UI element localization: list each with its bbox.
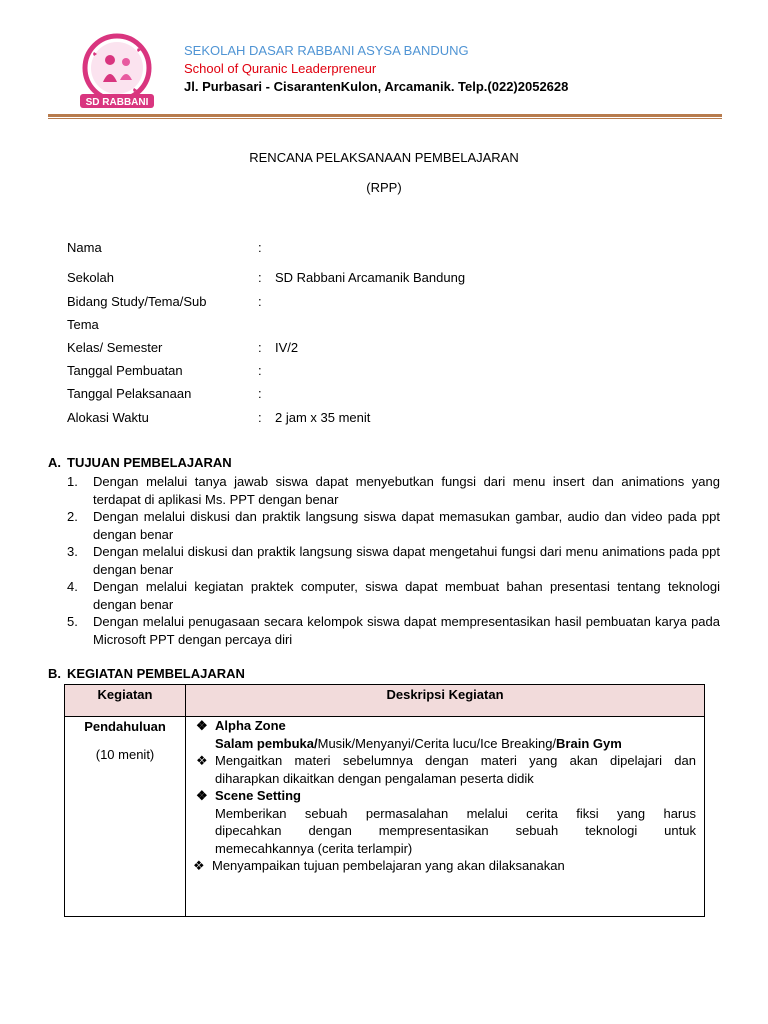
identity-label: Tanggal Pelaksanaan — [67, 386, 192, 401]
scene-line: Memberikan sebuah permasalahan melalui cerita fiksi yang harus — [215, 805, 696, 821]
identity-label: Tanggal Pembuatan — [67, 363, 183, 378]
table-header-row — [65, 685, 705, 717]
identity-label: Kelas/ Semester — [67, 340, 163, 355]
section-letter: A. — [48, 455, 61, 470]
logo-text: SD RABBANI — [85, 97, 149, 108]
header-rule-thick — [48, 114, 722, 117]
scene-setting-item — [196, 787, 696, 805]
identity-label: Tema — [67, 317, 99, 332]
identity-label: Alokasi Waktu — [67, 410, 149, 425]
scene-line: dipecahkan dengan mempresentasikan sebuah teknologi untuk — [215, 823, 696, 838]
document-title: RENCANA PELAKSANAAN PEMBELAJARAN — [249, 150, 519, 165]
identity-colon: : — [258, 340, 262, 355]
objective-text: Dengan melalui diskusi dan praktik langsung siswa dapat memasukan gambar, audio dan video pada ppt dengan benar — [93, 509, 720, 542]
salam-bold: Salam pembuka/ — [215, 735, 318, 751]
identity-value: 2 jam x 35 menit — [275, 410, 371, 425]
identity-label: Bidang Study/Tema/Sub — [67, 294, 207, 309]
brain-gym: Brain Gym — [556, 735, 622, 751]
diamond-bullet-icon: ❖ — [193, 858, 205, 873]
identity-colon: : — [258, 240, 262, 255]
phase-duration: (10 menit) — [95, 747, 155, 762]
scene-description — [196, 805, 696, 858]
phase-cell — [65, 717, 186, 917]
diamond-bullet-icon: ❖ — [196, 788, 208, 803]
objective-number: 1. — [67, 474, 78, 489]
mengaitkan-line: Mengaitkan materi sebelumnya dengan materi yang akan dipelajari dan — [215, 753, 696, 768]
header-rule-thin — [48, 118, 722, 119]
objective-number: 4. — [67, 579, 78, 594]
mengaitkan-line: diharapkan dikaitkan dengan pengalaman peserta didik — [215, 770, 534, 786]
objective-number: 5. — [67, 614, 78, 629]
objective-text: Dengan melalui kegiatan praktek computer, siswa dapat membuat bahan presentasi tentang teknologi dengan benar — [93, 579, 720, 612]
identity-value: SD Rabbani Arcamanik Bandung — [275, 270, 466, 285]
tujuan-item — [193, 857, 696, 875]
objective-text: Dengan melalui tanya jawab siswa dapat menyebutkan fungsi dari menu insert dan animations yang terdapat di aplikasi Ms. PPT dengan benar — [93, 474, 720, 507]
objective-item — [67, 508, 720, 543]
salam-rest: Musik/Menyanyi/Cerita lucu/Ice Breaking/ — [317, 735, 557, 751]
objective-item — [67, 473, 720, 508]
section-title: TUJUAN PEMBELAJARAN — [67, 455, 232, 470]
salam-line — [196, 735, 696, 753]
section-a-heading — [48, 455, 232, 470]
phase-name: Pendahuluan — [84, 719, 166, 734]
identity-colon: : — [258, 386, 262, 401]
school-name: SEKOLAH DASAR RABBANI ASYSA BANDUNG — [184, 43, 469, 58]
objective-item — [67, 543, 720, 578]
tujuan-text: Menyampaikan tujuan pembelajaran yang akan dilaksanakan — [212, 858, 565, 873]
diamond-bullet-icon: ❖ — [196, 753, 208, 768]
document-subtitle: (RPP) — [366, 180, 402, 195]
description-cell — [186, 717, 705, 917]
section-b-heading — [48, 666, 245, 681]
objective-item — [67, 578, 720, 613]
objective-text: Dengan melalui penugasaan secara kelompok siswa dapat mempresentasikan hasil pembuatan karya pada Microsoft PPT dengan percaya diri — [93, 614, 720, 647]
section-title: KEGIATAN PEMBELAJARAN — [67, 666, 245, 681]
identity-label: Sekolah — [67, 270, 114, 285]
table-row — [65, 717, 705, 917]
identity-label: Nama — [67, 240, 102, 255]
scene-line: memecahkannya (cerita terlampir) — [215, 840, 413, 856]
column-header-kegiatan: Kegiatan — [65, 685, 186, 717]
activity-table — [64, 684, 705, 917]
identity-colon: : — [258, 363, 262, 378]
school-address: Jl. Purbasari - CisarantenKulon, Arcamanik. Telp.(022)2052628 — [184, 79, 569, 94]
column-header-deskripsi: Deskripsi Kegiatan — [186, 685, 705, 717]
identity-colon: : — [258, 270, 262, 285]
school-logo — [76, 32, 158, 114]
identity-colon: : — [258, 410, 262, 425]
section-letter: B. — [48, 666, 61, 681]
mengaitkan-item — [196, 752, 696, 787]
objective-number: 3. — [67, 544, 78, 559]
objective-number: 2. — [67, 509, 78, 524]
alpha-zone-title: Alpha Zone — [215, 718, 286, 733]
objective-item — [67, 613, 720, 648]
scene-setting-title: Scene Setting — [215, 788, 301, 803]
alpha-zone-item — [196, 717, 696, 735]
identity-value: IV/2 — [275, 340, 299, 355]
school-tagline: School of Quranic Leaderpreneur — [184, 61, 377, 76]
identity-colon: : — [258, 294, 262, 309]
objective-text: Dengan melalui diskusi dan praktik langsung siswa dapat mengetahui fungsi dari menu animations pada ppt dengan benar — [93, 544, 720, 577]
diamond-bullet-icon: ❖ — [196, 718, 208, 733]
